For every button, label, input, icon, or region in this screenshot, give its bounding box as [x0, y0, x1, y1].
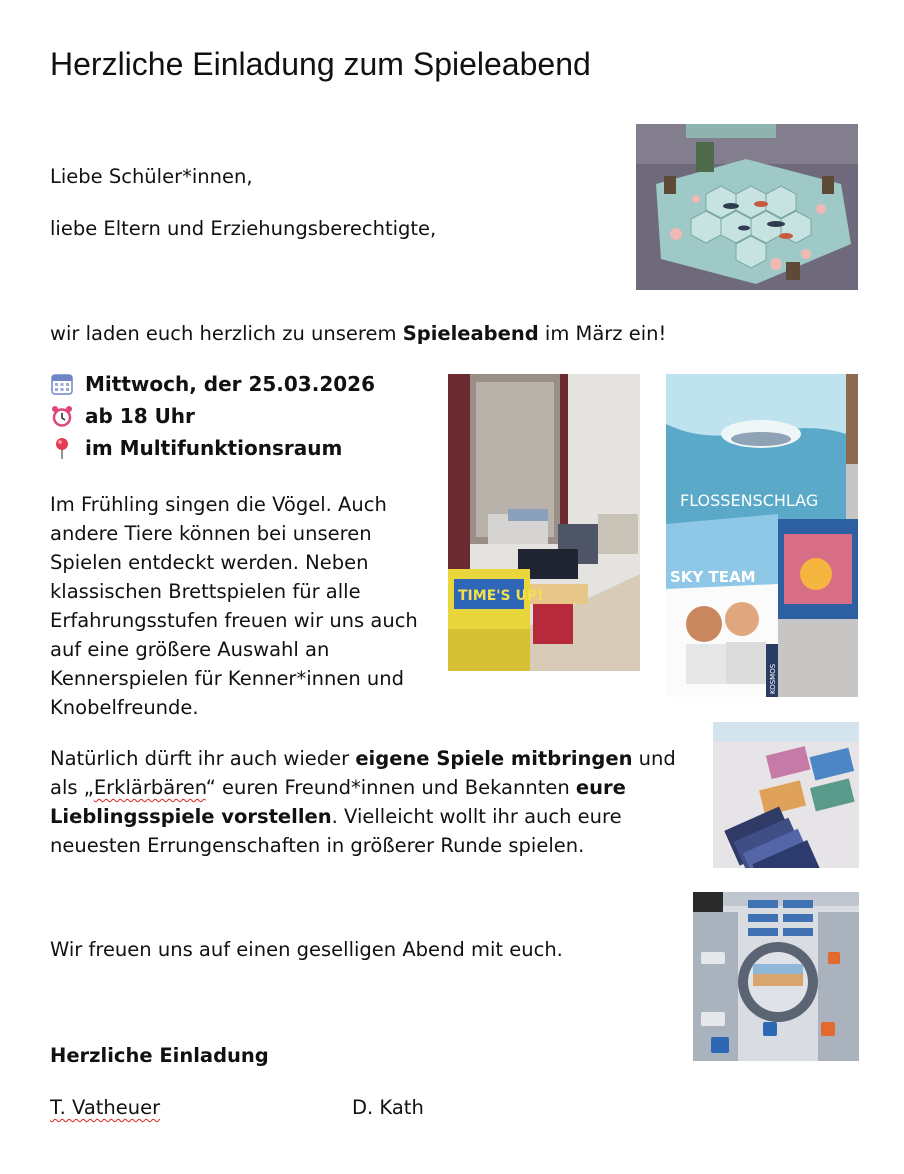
cards-photo	[713, 722, 859, 868]
pushpin-icon	[50, 436, 74, 460]
detail-date	[50, 372, 375, 396]
sign-off-greeting: Herzliche Einladung	[50, 1044, 269, 1067]
alarm-clock-icon	[50, 404, 74, 428]
calendar-icon	[50, 372, 74, 396]
greeting-students: Liebe Schüler*innen,	[50, 165, 253, 188]
board-game-photo	[636, 124, 858, 290]
detail-location	[50, 436, 342, 460]
flossenschlag-box-label: FLOSSENSCHLAG	[680, 491, 819, 510]
intro-text: wir laden euch herzlich zu unserem Spieleabend im März ein!	[50, 322, 667, 345]
timesup-box-label: TIME'S UP!	[458, 588, 544, 604]
spellcheck-word: Erklärbären	[93, 776, 206, 799]
kosmos-label: KOSMOS	[769, 663, 777, 694]
detail-time	[50, 404, 195, 428]
signature-kath: D. Kath	[352, 1096, 424, 1119]
detail-date-text: Mittwoch, der 25.03.2026	[85, 372, 375, 396]
detail-location-text: im Multifunktionsraum	[85, 436, 343, 460]
skyteam-box-label: SKY TEAM	[670, 568, 756, 586]
paragraph-animals: Im Frühling singen die Vögel. Auch andere Tiere können bei unseren Spielen entdeckt werden. Neben klassischen Brettspielen für alle Erfahrungsstufen freuen wir uns auch auf eine größere Auswahl an Kennerspielen für Kenner*innen und Knobelfreunde.	[50, 493, 418, 719]
game-board-photo	[693, 892, 859, 1061]
page-title: Herzliche Einladung zum Spieleabend	[50, 46, 591, 82]
detail-time-text: ab 18 Uhr	[85, 404, 195, 428]
game-boxes-photo	[666, 374, 858, 697]
intro-highlight: Spieleabend	[402, 322, 539, 345]
signature-vatheuer: T. Vatheuer	[50, 1096, 161, 1119]
closing-text: Wir freuen uns auf einen geselligen Abend mit euch.	[50, 938, 563, 961]
paragraph-own-games: Natürlich dürft ihr auch wieder eigene Spiele mitbringen und als „Erklärbären“ euren Freund*innen und Bekannten eure Lieblingsspiele vorstellen. Vielleicht wollt ihr auch eure neuesten Errungenschaften in größerer Runde spielen.	[50, 747, 676, 857]
game-shelf-photo	[448, 374, 640, 671]
greeting-parents: liebe Eltern und Erziehungsberechtigte,	[50, 217, 437, 240]
